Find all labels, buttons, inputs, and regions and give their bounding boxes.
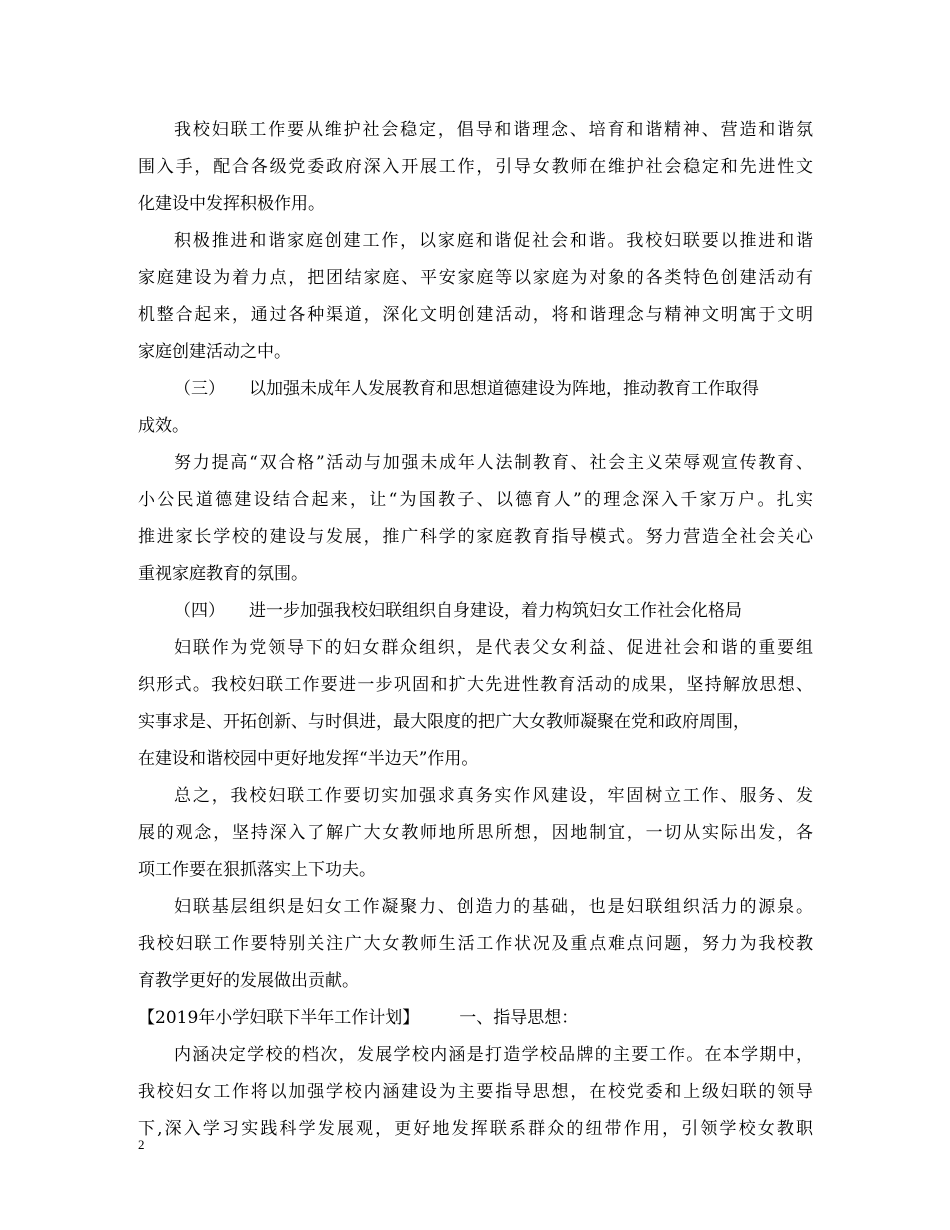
paragraph-line: 推进家长学校的建设与发展，推广科学的家庭教育指导模式。努力营造全社会关心 — [138, 527, 813, 547]
document-body — [138, 112, 813, 1148]
paragraph-line: 展的观念，坚持深入了解广大女教师地所思所想，因地制宜，一切从实际出发，各 — [138, 823, 813, 843]
plan-heading — [138, 1000, 813, 1037]
paragraph-line: 妇联作为党领导下的妇女群众组织，是代表父女利益、促进社会和谐的重要组 — [174, 638, 813, 658]
paragraph-line: 努力提高“双合格”活动与加强未成年人法制教育、社会主义荣辱观宣传教育、 — [174, 453, 813, 473]
paragraph-line: 总之，我校妇联工作要切实加强求真务实作风建设，牢固树立工作、服务、发 — [174, 786, 813, 806]
paragraph-line: 在建设和谐校园中更好地发挥“半边天”作用。 — [138, 749, 479, 769]
paragraph-line: 下,深入学习实践科学发展观，更好地发挥联系群众的纽带作用，引领学校女教职 — [138, 1119, 813, 1139]
plan-title: 【2019年小学妇联下半年工作计划】 — [138, 1008, 420, 1028]
paragraph-line: 小公民道德建设结合起来，让“为国教子、以德育人”的理念深入千家万户。扎实 — [138, 490, 813, 510]
section-heading-text: 以加强未成年人发展教育和思想道德建设为阵地，推动教育工作取得 — [249, 379, 759, 399]
paragraph-line: 项工作要在狠抓落实上下功夫。 — [138, 860, 376, 880]
paragraph-line: 内涵决定学校的档次，发展学校内涵是打造学校品牌的主要工作。在本学期中， — [174, 1045, 813, 1065]
plan-subheading: 一、指导思想： — [459, 1008, 579, 1028]
paragraph-line: 织形式。我校妇联工作要进一步巩固和扩大先进性教育活动的成果，坚持解放思想、 — [138, 675, 813, 695]
paragraph-line: 重视家庭教育的氛围。 — [138, 564, 308, 584]
paragraph-line: 化建设中发挥积极作用。 — [138, 194, 325, 214]
paragraph-line: 我校妇联工作要从维护社会稳定，倡导和谐理念、培育和谐精神、营造和谐氛 — [174, 120, 813, 140]
paragraph-line: 成效。 — [138, 416, 189, 436]
section-heading-4 — [138, 593, 813, 630]
paragraph-line: 积极推进和谐家庭创建工作，以家庭和谐促社会和谐。我校妇联要以推进和谐 — [174, 231, 813, 251]
paragraph-line: 围入手，配合各级党委政府深入开展工作，引导女教师在维护社会稳定和先进性文 — [138, 157, 813, 177]
paragraph-line: 实事求是、开拓创新、与时俱进，最大限度的把广大女教师凝聚在党和政府周围， — [138, 712, 750, 732]
paragraph-line: 我校妇联工作要特别关注广大女教师生活工作状况及重点难点问题，努力为我校教 — [138, 934, 813, 954]
paragraph-line: 家庭建设为着力点，把团结家庭、平安家庭等以家庭为对象的各类特色创建活动有 — [138, 268, 813, 288]
paragraph-line: 妇联基层组织是妇女工作凝聚力、创造力的基础，也是妇联组织活力的源泉。 — [174, 897, 813, 917]
paragraph-line: 我校妇女工作将以加强学校内涵建设为主要指导思想，在校党委和上级妇联的领导 — [138, 1082, 813, 1102]
paragraph-line: 家庭创建活动之中。 — [138, 342, 291, 362]
section-heading-3 — [138, 371, 813, 408]
paragraph-line: 育教学更好的发展做出贡献。 — [138, 971, 359, 991]
page-number: 2 — [138, 1137, 145, 1152]
section-number: （四） — [174, 601, 225, 621]
section-heading-text: 进一步加强我校妇联组织自身建设，着力构筑妇女工作社会化格局 — [249, 601, 742, 621]
paragraph-line: 机整合起来，通过各种渠道，深化文明创建活动，将和谐理念与精神文明寓于文明 — [138, 305, 813, 325]
section-number: （三） — [174, 379, 225, 399]
